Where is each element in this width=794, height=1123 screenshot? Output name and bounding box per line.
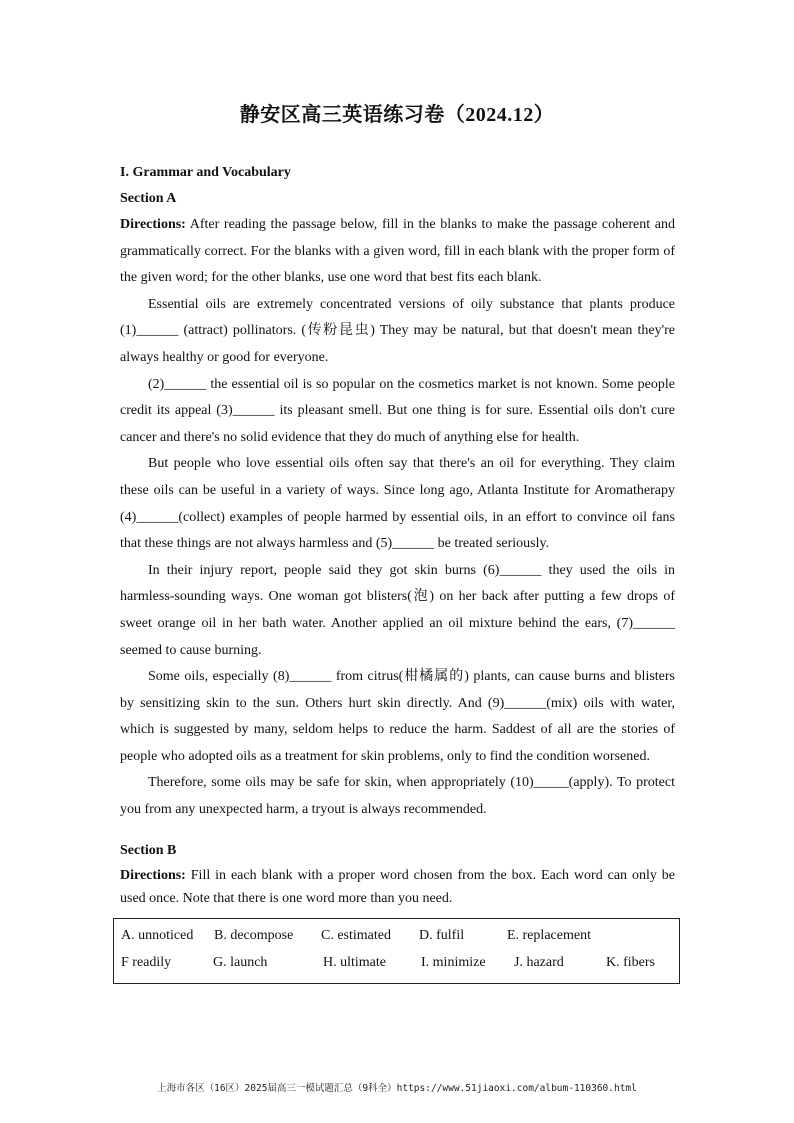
directions-text: Fill in each blank with a proper word chosen from the box. Each word can only be used once. Note that there is one word more than you need. [120, 868, 675, 906]
word-option: B. decompose [214, 928, 294, 943]
word-option: E. replacement [507, 928, 591, 943]
directions-label: Directions: [120, 217, 186, 232]
directions-text: After reading the passage below, fill in the blanks to make the passage coherent and grammatically correct. For the blanks with a given word, fill in each blank with the proper form of the given word; for the other blanks, use one word that best fits each blank. [120, 217, 675, 286]
part-heading: I. Grammar and Vocabulary [120, 165, 291, 180]
passage-paragraph-5: Some oils, especially (8)______ from citrus(柑橘属的) plants, can cause burns and blisters by sensitizing skin to the sun. Others hurt skin directly. And (9)______(mix) oils with water, which is suggested by many, seldom helps to reduce the harm. Saddest of all are the stories of people who adopted oils as a treatment for skin problems, only to find the condition worsened. [120, 669, 675, 764]
section-a-block [120, 160, 675, 824]
word-option: G. launch [213, 955, 268, 970]
directions-label: Directions: [120, 868, 186, 883]
word-option: J. hazard [514, 955, 564, 970]
passage-paragraph-4: In their injury report, people said they got skin burns (6)______ they used the oils in harmless-sounding ways. One woman got blisters(泡) on her back after putting a few drops of sweet orange oil in her bath water. Another applied an oil mixture behind the ears, (7)______ seemed to cause burning. [120, 562, 675, 658]
footer-source: 上海市各区（16区）2025届高三一模试题汇总（9科全）https://www.51jiaoxi.com/album-110360.html [157, 1083, 637, 1094]
section-b-heading: Section B [120, 843, 177, 858]
word-option: K. fibers [606, 955, 655, 970]
section-b-block [120, 838, 675, 910]
word-option: C. estimated [321, 928, 391, 943]
word-bank-box [113, 918, 680, 984]
passage-paragraph-1: Essential oils are extremely concentrated versions of oily substance that plants produce (1)______ (attract) pollinators. (传粉昆虫) They may be natural, but that doesn't mean they're always healthy or good for everyone. [120, 296, 675, 365]
word-option: F readily [121, 955, 172, 970]
passage-paragraph-6: Therefore, some oils may be safe for skin, when appropriately (10)_____(apply). To protect you from any unexpected harm, a tryout is always recommended. [120, 775, 675, 818]
section-a-directions [120, 212, 675, 292]
word-option: H. ultimate [323, 955, 386, 970]
word-option: D. fulfil [419, 928, 465, 943]
section-a-heading: Section A [120, 191, 177, 206]
word-option: A. unnoticed [121, 928, 194, 943]
section-b-directions [120, 864, 675, 910]
page-title: 静安区高三英语练习卷（2024.12） [239, 104, 555, 126]
word-option: I. minimize [421, 955, 486, 970]
passage-paragraph-3: But people who love essential oils often say that there's an oil for everything. They claim these oils can be useful in a variety of ways. Since long ago, Atlanta Institute for Aromatherapy (4)______(collect) examples of people harmed by essential oils, in an effort to convince oil fans that these things are not always harmless and (5)______ be treated seriously. [120, 456, 675, 552]
passage-paragraph-2: (2)______ the essential oil is so popular on the cosmetics market is not known. Some people credit its appeal (3)______ its pleasant smell. But one thing is for sure. Essential oils don't cure cancer and there's no solid evidence that they do much of anything else for health. [120, 376, 675, 445]
